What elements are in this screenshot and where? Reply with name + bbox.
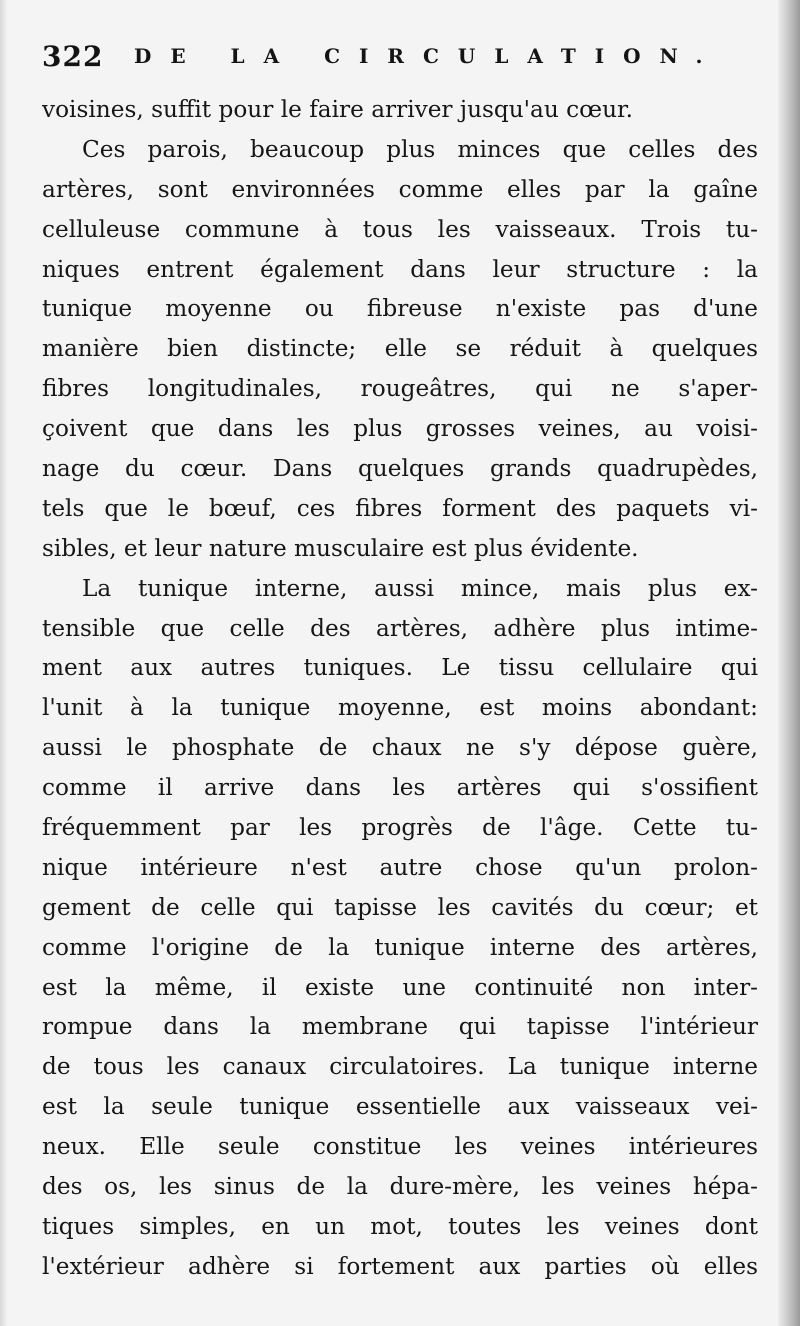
text-line: nique intérieure n'est autre chose qu'un prolon- bbox=[42, 853, 758, 881]
text-line: çoivent que dans les plus grosses veines, au voisi- bbox=[42, 415, 758, 443]
text-line: manière bien distincte; elle se réduit à quelques bbox=[42, 335, 758, 363]
page-right-edge-shadow bbox=[778, 0, 800, 1326]
page-left-edge bbox=[0, 0, 8, 1326]
text-line: ment aux autres tuniques. Le tissu cellulaire qui bbox=[42, 654, 758, 682]
text-line: neux. Elle seule constitue les veines intérieures bbox=[42, 1133, 758, 1161]
text-line: comme il arrive dans les artères qui s'ossifient bbox=[42, 774, 758, 802]
text-line: artères, sont environnées comme elles par la gaîne bbox=[42, 175, 758, 203]
text-line: niques entrent également dans leur structure : la bbox=[42, 255, 758, 283]
text-line: aussi le phosphate de chaux ne s'y dépose guère, bbox=[42, 734, 758, 762]
text-line: est la même, il existe une continuité non inter- bbox=[42, 973, 758, 1001]
text-line: l'unit à la tunique moyenne, est moins abondant: bbox=[42, 694, 758, 722]
page-header bbox=[42, 40, 762, 80]
text-line: tensible que celle des artères, adhère plus intime- bbox=[42, 614, 758, 642]
text-line: des os, les sinus de la dure-mère, les veines hépa- bbox=[42, 1173, 758, 1201]
text-line: sibles, et leur nature musculaire est plus évidente. bbox=[42, 534, 639, 562]
text-line: nage du cœur. Dans quelques grands quadrupèdes, bbox=[42, 455, 758, 483]
text-line: de tous les canaux circulatoires. La tunique interne bbox=[42, 1053, 758, 1081]
text-line: La tunique interne, aussi mince, mais plus ex- bbox=[82, 574, 758, 602]
text-line: tels que le bœuf, ces fibres forment des paquets vi- bbox=[42, 494, 758, 522]
text-line: gement de celle qui tapisse les cavités du cœur; et bbox=[42, 893, 758, 921]
text-line: tunique moyenne ou fibreuse n'existe pas d'une bbox=[42, 295, 758, 323]
text-line: l'extérieur adhère si fortement aux parties où elles bbox=[42, 1252, 758, 1280]
text-line: est la seule tunique essentielle aux vaisseaux vei- bbox=[42, 1093, 758, 1121]
text-line: voisines, suffit pour le faire arriver jusqu'au cœur. bbox=[42, 96, 633, 123]
text-line: celluleuse commune à tous les vaisseaux. Trois tu- bbox=[42, 215, 758, 243]
body-text bbox=[42, 90, 758, 1287]
text-line: comme l'origine de la tunique interne des artères, bbox=[42, 933, 758, 961]
page-number: 322 bbox=[42, 40, 104, 73]
text-line: fibres longitudinales, rougeâtres, qui ne s'aper- bbox=[42, 375, 758, 403]
running-head: DE LA CIRCULATION. bbox=[134, 44, 722, 68]
text-line: rompue dans la membrane qui tapisse l'intérieur bbox=[42, 1013, 758, 1041]
text-line: tiques simples, en un mot, toutes les veines dont bbox=[42, 1212, 758, 1240]
text-line: Ces parois, beaucoup plus minces que celles des bbox=[82, 135, 758, 163]
text-line: fréquemment par les progrès de l'âge. Cette tu- bbox=[42, 814, 758, 842]
